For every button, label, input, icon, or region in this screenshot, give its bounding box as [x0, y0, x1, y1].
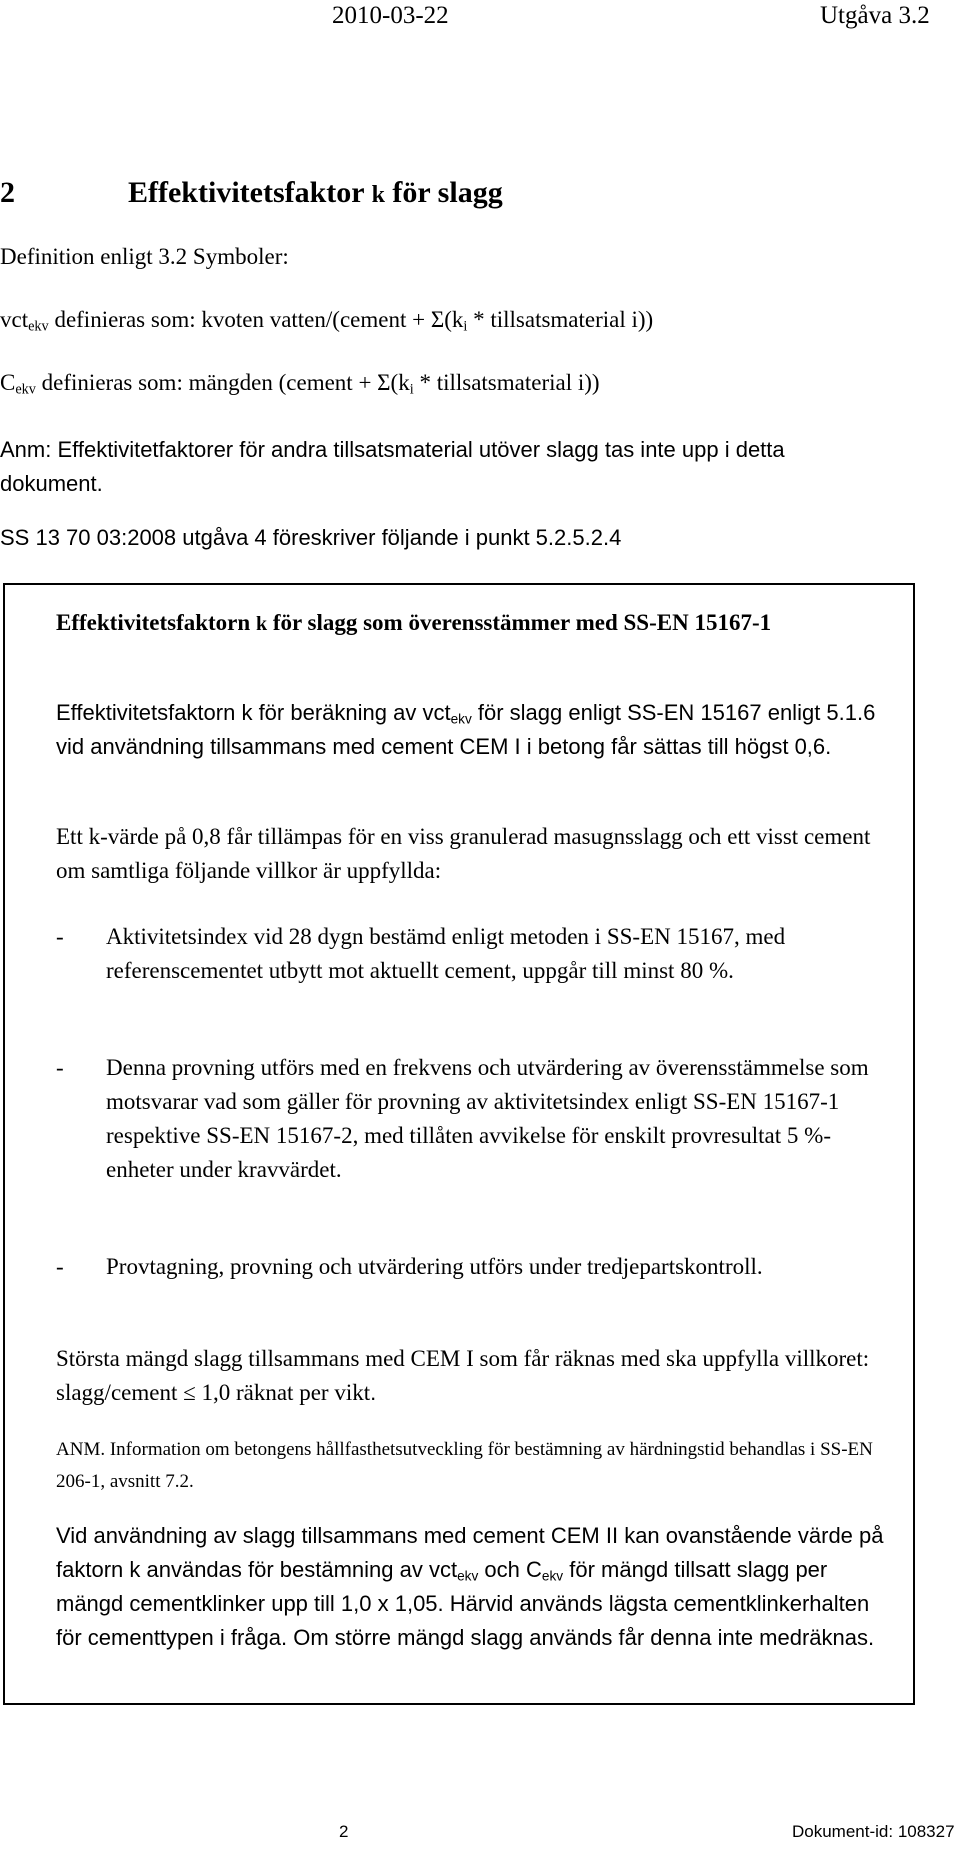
footer-page-number: 2 — [339, 1822, 349, 1841]
vct-definition — [0, 307, 653, 333]
header-edition: Utgåva 3.2 — [820, 2, 930, 29]
vct-subscript: ekv — [28, 318, 49, 335]
section-number: 2 — [0, 176, 15, 209]
box-p1-b: för slagg enligt SS-EN 15167 enligt 5.1.6 vid användning tillsammans med cement CEM I i betong får sättas till högst 0,6. — [56, 700, 876, 759]
cekv-definition — [0, 370, 600, 396]
box-title — [56, 605, 886, 642]
box-paragraph-4 — [56, 1519, 886, 1655]
box-title-a: Effektivitetsfaktorn — [56, 610, 256, 635]
list-dash: - — [56, 1254, 64, 1279]
box-paragraph-2: Ett k-värde på 0,8 får tillämpas för en viss granulerad masugnsslagg och ett visst cement om samtliga följande villkor är uppfyllda: — [56, 824, 871, 883]
box-p4-a: Vid användning av slagg tillsammans med cement CEM II kan ovanstående värde på faktorn k användas för bestämning av vct — [56, 1523, 884, 1582]
box-anm-note: ANM. Information om betongens hållfasthetsutveckling för bestämning av härdningstid behandlas i SS-EN 206-1, avsnitt 7.2. — [56, 1439, 873, 1492]
cekv-text-1: definieras som: mängden (cement + Σ(k — [35, 370, 410, 395]
section-title-suffix: för slagg — [384, 176, 503, 209]
section-title — [0, 176, 503, 210]
header-date: 2010-03-22 — [332, 2, 449, 29]
cekv-text-2: * tillsatsmaterial i)) — [413, 370, 600, 395]
definition-line: Definition enligt 3.2 Symboler: — [0, 244, 289, 269]
box-p3-b: 1,0 räknat per vikt — [195, 1380, 371, 1405]
anm-note — [0, 433, 840, 501]
box-p3-c: . — [370, 1380, 377, 1405]
box-p4-subscript-1: ekv — [457, 1568, 479, 1584]
box-paragraph-1 — [56, 696, 886, 764]
less-equal-symbol: ≤ — [183, 1380, 196, 1405]
standard-reference: SS 13 70 03:2008 utgåva 4 föreskriver följande i punkt 5.2.5.2.4 — [0, 525, 622, 550]
cekv-symbol: C — [0, 370, 16, 395]
cekv-subscript-i: i — [409, 381, 414, 398]
box-paragraph-3 — [56, 1342, 886, 1410]
list-dash: - — [56, 1055, 64, 1080]
vct-symbol: vct — [0, 307, 29, 332]
list-item-text: Provtagning, provning och utvärdering utförs under tredjepartskontroll. — [106, 1254, 763, 1279]
list-dash: - — [56, 924, 64, 949]
box-p3-a: Största mängd slagg tillsammans med CEM I som får räknas med ska uppfylla villkoret: slagg/cement — [56, 1346, 870, 1405]
section-title-k: k — [371, 182, 385, 208]
anm-note-text: Anm: Effektivitetfaktorer för andra tillsatsmaterial utöver slagg tas inte upp i detta dokument. — [0, 437, 785, 496]
box-p4-b: och C — [478, 1557, 542, 1582]
cekv-subscript: ekv — [15, 381, 36, 398]
box-p4-subscript-2: ekv — [541, 1568, 564, 1584]
box-title-b: för slagg som överensstämmer med SS-EN 15167-1 — [267, 610, 772, 635]
section-title-prefix: Effektivitetsfaktor — [128, 176, 372, 209]
vct-text-1: definieras som: kvoten vatten/(cement + Σ(k — [48, 307, 464, 332]
box-title-k: k — [255, 613, 268, 635]
box-p1-subscript: ekv — [450, 711, 472, 727]
vct-text-2: * tillsatsmaterial i)) — [467, 307, 654, 332]
box-p1-a: Effektivitetsfaktorn k för beräkning av vct — [56, 700, 451, 725]
box-p4-c: för mängd tillsatt slagg per mängd cementklinker upp till 1,0 x 1,05. Härvid används lägsta cementklinkerhalten för cementtypen i fråga. Om större mängd slagg används får denna inte medräknas. — [56, 1557, 875, 1650]
list-item-text: Denna provning utförs med en frekvens och utvärdering av överensstämmelse som motsvarar vad som gäller för provning av aktivitetsindex enligt SS-EN 15167-1 respektive SS-EN 15167-2, med tillåten avvikelse för enskilt provresultat 5 %-enheter under kravvärdet. — [106, 1055, 869, 1182]
footer-document-id: Dokument-id: 108327 — [792, 1822, 955, 1841]
vct-subscript-i: i — [463, 318, 468, 335]
list-item-text: Aktivitetsindex vid 28 dygn bestämd enligt metoden i SS-EN 15167, med referenscementet utbytt mot aktuellt cement, uppgår till minst 80 %. — [106, 924, 786, 983]
